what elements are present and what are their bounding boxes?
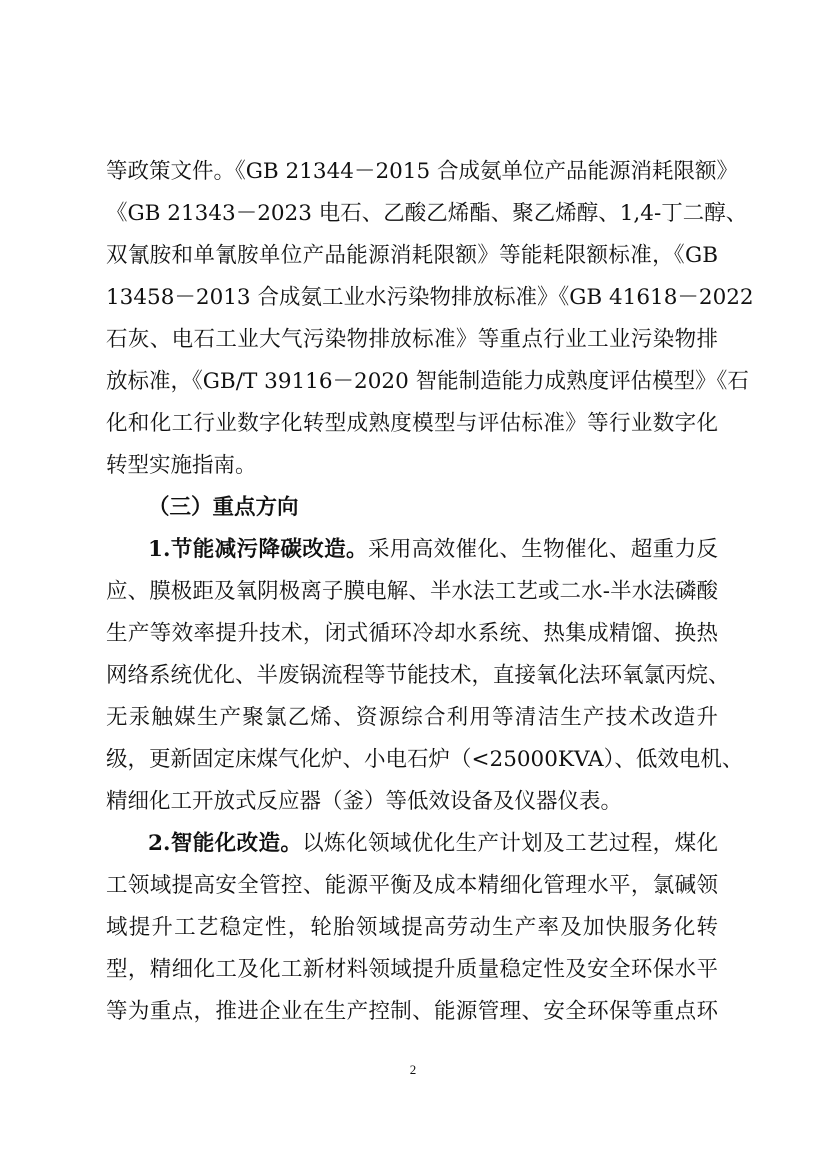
text-line: 双氰胺和单氰胺单位产品能源消耗限额》等能耗限额标准，《GB	[106, 243, 718, 268]
paragraph-text: 采用高效催化、生物催化、超重力反	[367, 537, 718, 562]
text-line: 13458－2013 合成氨工业水污染物排放标准》《GB 41618－2022	[106, 285, 754, 310]
text-line: 《GB 21343－2023 电石、乙酸乙烯酯、聚乙烯醇、1,4-丁二醇、	[106, 201, 748, 226]
text-line: 放标准，《GB/T 39116－2020 智能制造能力成熟度评估模型》《石	[106, 369, 749, 394]
text-line: 生产等效率提升技术，闭式循环冷却水系统、热集成精馏、换热	[106, 621, 718, 646]
text-line: 应、膜极距及氧阴极离子膜电解、半水法工艺或二水-半水法磷酸	[106, 579, 718, 604]
text-line: 等政策文件。《GB 21344－2015 合成氨单位产品能源消耗限额》	[106, 159, 739, 184]
text-line: 转型实施指南。	[106, 453, 257, 478]
text-line: 精细化工开放式反应器（釜）等低效设备及仪器仪表。	[106, 789, 623, 814]
paragraph-text: 以炼化领域优化生产计划及工艺过程，煤化	[302, 831, 718, 856]
text-line: 级，更新固定床煤气化炉、小电石炉（<25000KVA）、低效电机、	[106, 747, 744, 772]
text-line: 型，精细化工及化工新材料领域提升质量稳定性及安全环保水平	[106, 957, 718, 982]
text-line: 域提升工艺稳定性，轮胎领域提高劳动生产率及加快服务化转	[106, 915, 718, 940]
paragraph-lead: 1.节能减污降碳改造。	[148, 537, 368, 562]
paragraph-first-line	[148, 829, 718, 859]
text-line: 网络系统优化、半废锅流程等节能技术，直接氧化法环氧氯丙烷、	[106, 663, 730, 688]
section-heading: （三）重点方向	[148, 495, 299, 520]
paragraph-first-line	[148, 535, 718, 565]
text-line: 石灰、电石工业大气污染物排放标准》等重点行业工业污染物排	[106, 327, 718, 352]
paragraph-lead: 2.智能化改造。	[148, 831, 303, 856]
text-line: 等为重点，推进企业在生产控制、能源管理、安全环保等重点环	[106, 999, 718, 1024]
page-number: 2	[409, 1062, 417, 1077]
text-line: 工领域提高安全管控、能源平衡及成本精细化管理水平，氯碱领	[106, 873, 718, 898]
text-line: 无汞触媒生产聚氯乙烯、资源综合利用等清洁生产技术改造升	[106, 705, 718, 730]
text-line: 化和化工行业数字化转型成熟度模型与评估标准》等行业数字化	[106, 411, 718, 436]
